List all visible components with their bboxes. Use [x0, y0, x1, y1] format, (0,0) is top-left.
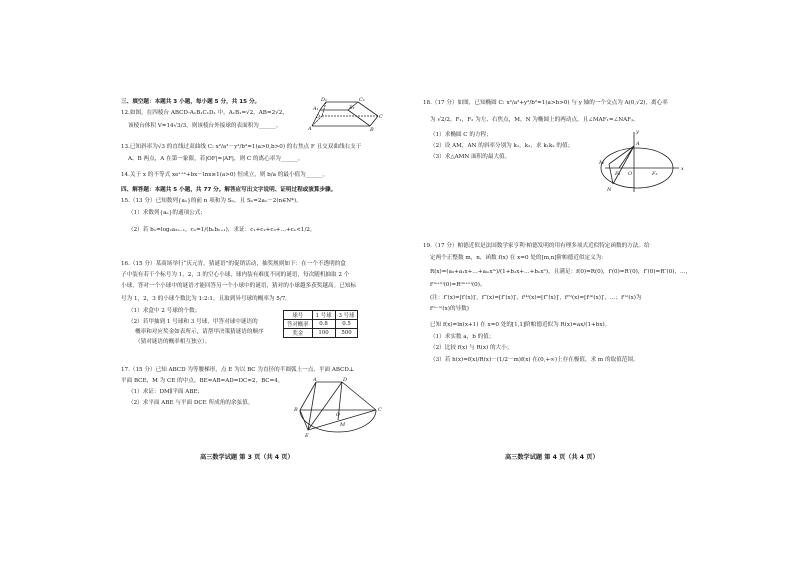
- q16-part1: （1）求盒中 2 号球的个数；: [128, 308, 201, 314]
- frustum-label: D₁: [321, 97, 328, 103]
- table-cell: 100: [312, 329, 335, 338]
- ellipse-label: A: [636, 141, 640, 147]
- q12-line2: 该棱台体积 V=14√3/3，则该棱台外接球的表面积为______。: [128, 123, 282, 129]
- table-cell: 500: [335, 329, 358, 338]
- table-cell: 奖金: [284, 329, 313, 338]
- q17-line2: 平面 BCE，M 为 CE 的中点，BE=AB=AD=DC=2，BC=4。: [121, 378, 284, 384]
- table-cell: 0.8: [312, 320, 335, 329]
- q18-part2: （2）设 AM，AN 的斜率分别为 k₁，k₂，求 k₁k₂ 的值；: [430, 143, 574, 149]
- q17-line1: 17.（15 分）已知 ABCD 为等腰梯形，点 E 为以 BC 为直径的半圆弧上一点，平面 ABCD⊥: [121, 367, 355, 373]
- frustum-label: B: [370, 127, 374, 133]
- q19-line4: f⁽ᵐ⁺ⁿ⁾(0)=R⁽ᵐ⁺ⁿ⁾(0)。: [430, 282, 486, 288]
- ellipse-label: M: [599, 160, 605, 166]
- table-header-cell: 1 号球: [312, 311, 335, 320]
- page-footer: 高三数学试题 第 4 页（共 4 页）: [505, 454, 599, 461]
- q17-part2: （2）求平面 ABE 与平面 DCE 所成角的余弦值。: [128, 400, 254, 406]
- q16-part2-line3: （猜对谜语的概率相互独立）。: [135, 339, 211, 345]
- table-cell: 0.5: [335, 320, 358, 329]
- frustum-label: C: [379, 114, 383, 120]
- ellipse-label: O: [628, 171, 633, 177]
- ellipse-figure: [597, 128, 687, 194]
- table-header-cell: 3 号球: [335, 311, 358, 320]
- q19-line5: (注：f″(x)=[f′(x)]′，f‴(x)=[f″(x)]′，f⁽⁴⁾(x)=[f‴(x)]′，f⁽⁵⁾(x)=[f⁽⁴⁾(x)]′，…；f⁽ⁿ⁾(x)为: [430, 295, 642, 301]
- q16-part2-line1: （2）若甲抽到 1 号球和 3 号球，甲答对球中谜语的: [128, 319, 258, 325]
- q16-part2-line2: 概率和对应奖金如表所示，请帮甲决策猜谜语的顺序: [135, 329, 264, 335]
- q19-part2: （2）比较 f(x) 与 R(x) 的大小；: [430, 345, 513, 351]
- q19-line7: 已知 f(x)=ln(x+1) 在 x=0 处的[1,1]阶帕德近似为 R(x)=ax/(1+bx)。: [430, 322, 611, 328]
- semicircle-label: B: [294, 407, 298, 413]
- semicircle-label: O: [336, 412, 341, 418]
- table-row: [284, 320, 358, 329]
- q18-line1: 18.（17 分）如图，已知椭圆 C: x²/a²+y²/b²=1(a>b>0) 与 y 轴的一个交点为 A(0,√2)，离心率: [423, 100, 668, 106]
- table-header-cell: 球号: [284, 311, 313, 320]
- q16-line3: 小球，答对一个小球中的谜语才能回答另一个小球中的谜语，猜对的小球越多获奖越高。已知标: [121, 283, 356, 289]
- q18-line2: 为 √2/2，F₁，F₂ 为左、右焦点，M，N 为椭圆上的两动点，且∠MAF₁=∠NAF₁。: [430, 117, 639, 123]
- semicircle-label: A: [313, 377, 317, 383]
- section-fill-heading: 三、填空题：本题共 3 小题，每小题 5 分，共 15 分。: [121, 99, 261, 105]
- q18-part3: （3）求△AMN 面积的最大值。: [430, 154, 511, 160]
- table-cell: 答对概率: [284, 320, 313, 329]
- ellipse-label: F₂: [652, 171, 658, 177]
- semicircle-figure: [294, 378, 384, 438]
- prize-table: [283, 310, 358, 338]
- q13-line1: 13.已知斜率为√3 的直线过双曲线 C: x²/a²－y²/b²=1(a>0,b>0) 的右焦点 F 且交双曲线右支于: [121, 144, 362, 150]
- q16-line2: 子中装有若干个标号为 1，2，3 的空心小球，球内装有难度不同的谜语，每次随机抽取 2 个: [121, 272, 350, 278]
- ellipse-label: F₁: [615, 171, 621, 177]
- q19-part3: （3）若 h(x)=f(x)/R(x)－(1/2－m)f(x) 在(0,+∞)上存在极值，求 m 的取值范围。: [430, 357, 639, 363]
- semicircle-label: M: [340, 422, 346, 428]
- ellipse-label: y: [636, 129, 639, 135]
- table-row: [284, 329, 358, 338]
- frustum-figure: [308, 96, 388, 132]
- frustum-label: B₁: [349, 105, 355, 111]
- q18-part1: （1）求椭圆 C 的方程；: [430, 132, 492, 138]
- q12-line1: 12.如图，在四棱台 ABCD-A₁B₁C₁D₁ 中，A₁B₁=√2，AB=2√2，: [121, 110, 288, 116]
- section-solve-heading: 四、解答题：本题共 5 小题，共 77 分。解答应写出文字说明、证明过程或演算步骤。: [121, 187, 337, 193]
- frustum-label: A: [308, 126, 312, 132]
- q15-part2: （2）若 bₙ=log₂a₂ₙ₋₁，cₙ=1/(bₙbₙ₊₁)，求证：c₁+c₂+c₃+…+cₙ<1/2。: [128, 227, 316, 233]
- exam-page-4: [397, 0, 794, 561]
- q16-line1: 16.（15 分）某商场举行“庆元宵，猜谜语”的促销活动，抽奖规则如下：在一个不透明的盒: [121, 261, 346, 267]
- q19-line6: f⁽ⁿ⁻¹⁾(x)的导数): [430, 306, 469, 312]
- q17-part1: （1）求证：DM∥平面 ABE；: [128, 389, 204, 395]
- page-footer: 高三数学试题 第 3 页（共 4 页）: [200, 454, 294, 461]
- q14: 14.关于 x 的不等式 xeˣ⁺ᵃ+bx－lnx≥1(a>0) 恒成立，则 b/a 的最小值为______。: [121, 172, 329, 178]
- q15-line1: 15.（13 分）已知数列{aₙ}的前 n 项和为 Sₙ，且 Sₙ=2aₙ－2(n∈N*)。: [121, 198, 302, 204]
- table-header-row: [284, 311, 358, 320]
- q19-line1: 19.（17 分）帕德近似是法国数学家亨利·帕德发明的用有理多项式近似特定函数的方法。给: [423, 243, 650, 249]
- q19-part1: （1）求实数 a，b 的值；: [430, 334, 495, 340]
- frustum-label: D: [316, 114, 321, 120]
- ellipse-label: x: [681, 166, 684, 172]
- ellipse-label: N: [607, 187, 612, 193]
- semicircle-label: C: [378, 407, 382, 413]
- semicircle-label: E: [305, 433, 309, 439]
- frustum-label: A₁: [313, 106, 319, 112]
- q19-line3: R(x)=(a₀+a₁x+…+aₘxᵐ)/(1+b₁x+…+bₙxⁿ)，且满足：f(0)=R(0)，f′(0)=R′(0)，f″(0)=R″(0)，…，: [430, 269, 692, 275]
- q15-part1: （1）求数列{aₙ}的通项公式；: [128, 210, 206, 216]
- q13-line2: A、B 两点，A 在第一象限，若|OF|=|AF|，则 C 的离心率为______。: [128, 156, 304, 162]
- semicircle-label: D: [343, 377, 348, 383]
- frustum-label: C₁: [359, 97, 365, 103]
- q16-line4: 号为 1，2，3 的小球个数比为 1:2:1，且取到异号球的概率为 5/7。: [121, 296, 291, 302]
- q19-line2: 定两个正整数 m，n，函数 f(x) 在 x=0 处的[m,n]阶帕德近似定义为：: [430, 255, 607, 261]
